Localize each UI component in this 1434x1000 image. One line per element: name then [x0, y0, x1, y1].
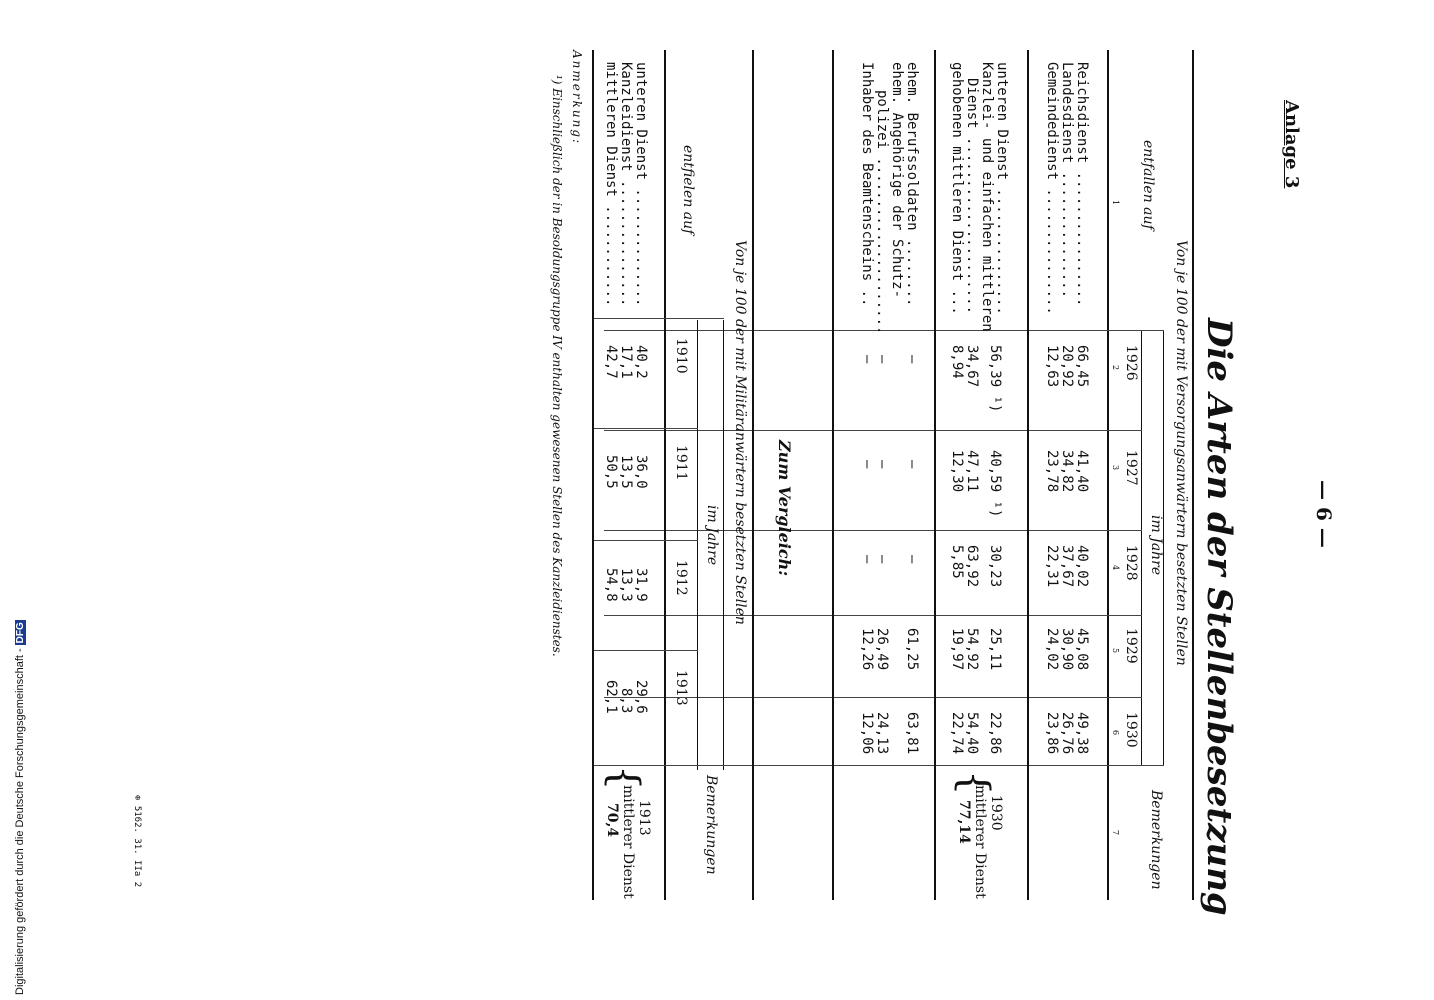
- table1-year: 1928: [1123, 545, 1139, 581]
- table1-cell: 22,74: [949, 712, 965, 755]
- table1-row-label: Gemeindedienst ...............: [1044, 62, 1060, 315]
- column-number: 2: [1111, 365, 1120, 371]
- table1-remark-year: 1930: [988, 795, 1004, 831]
- table1-cell: 30,90: [1059, 628, 1075, 671]
- table1-caption: Von je 100 der mit Versorgungsanwärtern besetzten Stellen: [1173, 240, 1189, 666]
- page-title: Die Arten der Stellenbesetzung: [1199, 318, 1239, 916]
- table2-year: 1910: [673, 338, 689, 374]
- table1-cell: —: [859, 355, 875, 364]
- table2-year: 1913: [673, 670, 689, 706]
- table2-cell: 54,8: [603, 568, 619, 602]
- table1-row-label: ehem. Berufssoldaten ........: [904, 62, 920, 307]
- side-note: [14, 620, 26, 995]
- table1-cell: 45,08: [1074, 628, 1090, 671]
- table1-cell: 22,86: [987, 712, 1003, 755]
- table1-cell: 49,38: [1074, 712, 1090, 755]
- column-number: 5: [1111, 648, 1120, 654]
- anlage-label: Anlage 3: [1281, 100, 1302, 189]
- table1-row-header: entfallen auf: [1140, 140, 1156, 230]
- table1-cell: 20,92: [1059, 345, 1075, 388]
- table1-cell: 5,85: [949, 545, 965, 579]
- table1-cell: 66,45: [1074, 345, 1090, 388]
- table1-row-label: Reichsdienst ................: [1074, 62, 1090, 307]
- table1-cell: —: [859, 460, 875, 469]
- table2-cell: 31,9: [633, 568, 649, 602]
- footnote-heading: Anmerkung:: [570, 50, 584, 146]
- table1-row-label: Landesdienst ...............: [1059, 62, 1075, 299]
- table1-cell: —: [904, 460, 920, 469]
- table2-row-label: mittleren Dienst ............: [603, 62, 619, 307]
- table1-cell: 54,92: [964, 628, 980, 671]
- table1-row-label: unteren Dienst ...............: [994, 62, 1010, 315]
- table1-row-label: polizei .....................: [874, 90, 890, 335]
- table1-cell: 26,49: [874, 628, 890, 671]
- table1-cell: 41,40: [1074, 450, 1090, 493]
- table2-row-header: entfielen auf: [680, 145, 696, 235]
- table1-cell: 54,40: [964, 712, 980, 755]
- table1-cell: 12,06: [859, 712, 875, 755]
- table1-remarks-header: Bemerkungen: [1148, 790, 1164, 890]
- column-number: 6: [1111, 730, 1120, 736]
- table1-remark-value: 77,14: [956, 800, 972, 844]
- table2-group-header: im Jahre: [704, 505, 720, 566]
- table2-caption: Von je 100 der mit Militäranwärtern besetzten Stellen: [732, 240, 748, 625]
- side-note-text: Digitalisierung gefördert durch die Deutsche Forschungsgemeinschaft -: [14, 648, 26, 995]
- table1-cell: 23,78: [1044, 450, 1060, 493]
- table2-cell: 13,3: [618, 568, 634, 602]
- dfg-logo: DFG: [15, 622, 26, 644]
- table1-cell: 37,67: [1059, 545, 1075, 588]
- table1-cell: 12,30: [949, 450, 965, 493]
- table1-cell: 34,67: [964, 345, 980, 388]
- table1-cell: 30,23: [987, 545, 1003, 588]
- table1-cell: —: [874, 355, 890, 364]
- table1-cell: 40,59 ¹): [987, 450, 1003, 518]
- table1-cell: 12,63: [1044, 345, 1060, 388]
- table2-row-label: unteren Dienst ..............: [633, 62, 649, 307]
- table1-row-label: Kanzlei- und einfachen mittleren: [979, 62, 995, 332]
- table2-cell: 50,5: [603, 455, 619, 489]
- table1-year: 1927: [1123, 450, 1139, 486]
- table1-cell: —: [859, 555, 875, 564]
- table2-remarks-header: Bemerkungen: [703, 775, 719, 875]
- table2-cell: 42,7: [603, 345, 619, 379]
- table2-remark-value: 70,4: [604, 803, 620, 838]
- table2-cell: 62,1: [603, 680, 619, 714]
- column-number: 3: [1111, 465, 1120, 471]
- page-number: — 6 —: [1312, 480, 1336, 548]
- table1-cell: 25,11: [987, 628, 1003, 671]
- table1-cell: 24,13: [874, 712, 890, 755]
- brace: {: [951, 770, 997, 796]
- table1-year: 1930: [1123, 712, 1139, 748]
- table1-group-header: im Jahre: [1148, 515, 1164, 576]
- brace: {: [601, 765, 647, 791]
- table2-year: 1912: [673, 560, 689, 596]
- table1-remark-text: mittlerer Dienst: [972, 785, 988, 899]
- table2-year: 1911: [673, 445, 689, 481]
- table1-row-label: Dienst .....................: [964, 78, 980, 315]
- table1-cell: 24,02: [1044, 628, 1060, 671]
- table1-cell: 61,25: [904, 628, 920, 671]
- table2-remark-year: 1913: [636, 800, 652, 836]
- table2-cell: 40,2: [633, 345, 649, 379]
- column-number: 4: [1111, 565, 1120, 571]
- column-number: 1: [1111, 200, 1120, 206]
- table1-year: 1929: [1123, 628, 1139, 664]
- table1-cell: 34,82: [1059, 450, 1075, 493]
- table1-cell: 22,31: [1044, 545, 1060, 588]
- table1-row-label: Inhaber des Beamtenscheins ..: [859, 62, 875, 307]
- table1-cell: 26,76: [1059, 712, 1075, 755]
- footnote-text: ¹) Einschließlich der in Besoldungsgruppe IV enthalten gewesenen Stellen des Kanzleidienstes.: [550, 75, 564, 657]
- section-title: Zum Vergleich:: [775, 440, 794, 577]
- table2-cell: 8,3: [618, 688, 634, 714]
- table2-cell: 29,6: [633, 680, 649, 714]
- table1-row-label: ehem. Angehörige der Schutz-: [889, 62, 905, 299]
- table1-cell: 23,86: [1044, 712, 1060, 755]
- table1-cell: 63,92: [964, 545, 980, 588]
- table1-cell: 40,02: [1074, 545, 1090, 588]
- table1-cell: —: [904, 355, 920, 364]
- table1-cell: 47,11: [964, 450, 980, 493]
- table1-row-label: gehobenen mittleren Dienst ...: [949, 62, 965, 315]
- table1-cell: 19,97: [949, 628, 965, 671]
- table2-remark-text: mittlerer Dienst: [620, 785, 636, 899]
- table2-cell: 36,0: [633, 455, 649, 489]
- column-number: 7: [1111, 830, 1120, 836]
- table2-row-label: Kanzleidienst ...............: [618, 62, 634, 307]
- table2-cell: 17,1: [618, 345, 634, 379]
- table1-cell: —: [874, 555, 890, 564]
- table1-cell: 63,81: [904, 712, 920, 755]
- table2-cell: 13,5: [618, 455, 634, 489]
- table1-cell: —: [904, 555, 920, 564]
- table1-cell: 56,39 ¹): [987, 345, 1003, 413]
- table1-year: 1926: [1123, 345, 1139, 381]
- table1-cell: 12,26: [859, 628, 875, 671]
- table1-cell: —: [874, 460, 890, 469]
- print-mark: ⊕ 5162. 31. IIa 2: [132, 795, 142, 888]
- table1-cell: 8,94: [949, 345, 965, 379]
